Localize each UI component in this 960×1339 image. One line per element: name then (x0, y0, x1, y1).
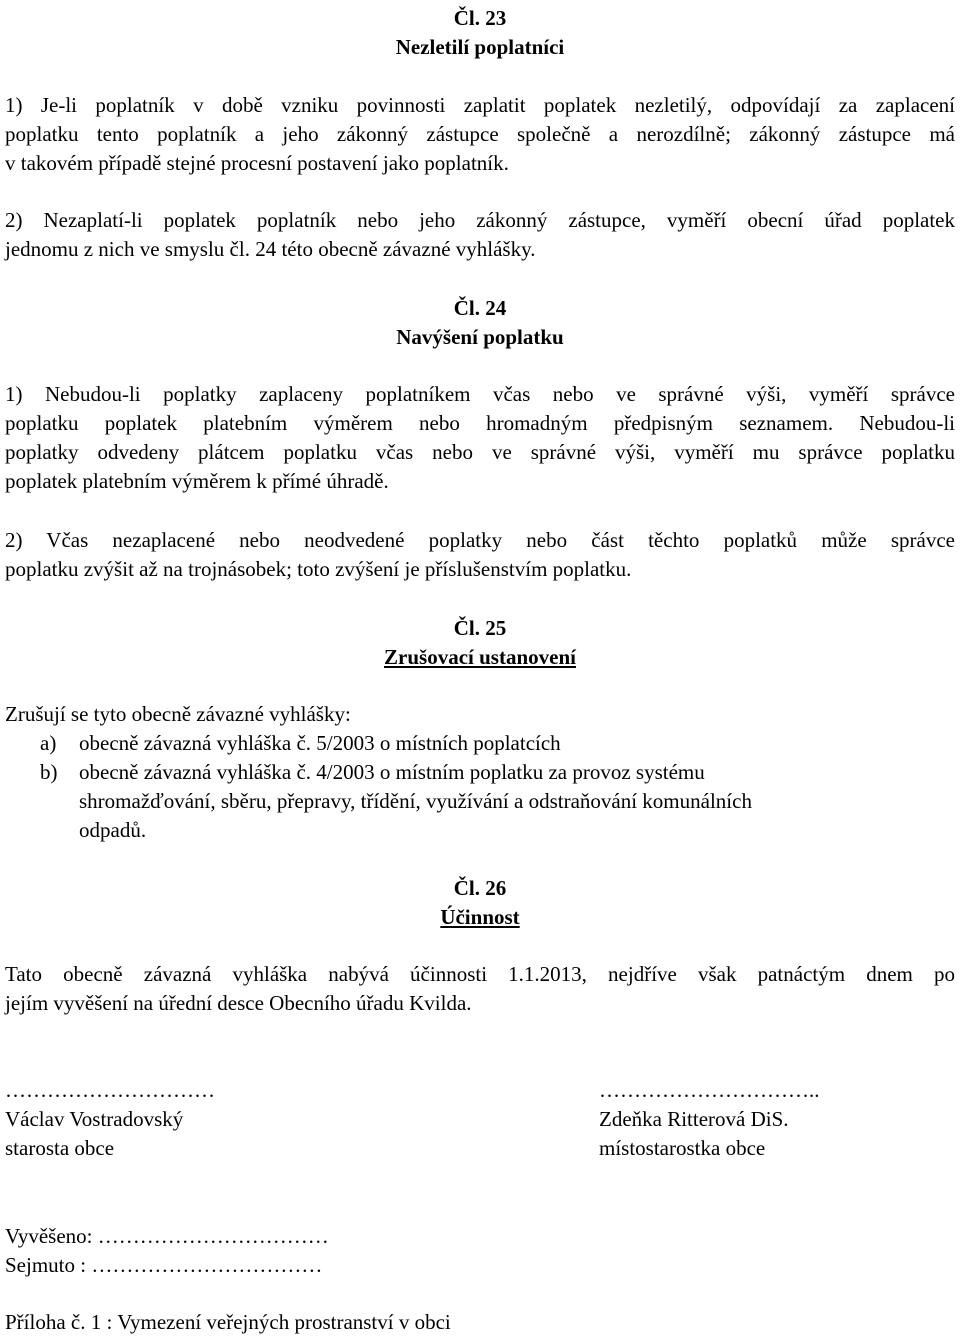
art24-p1-line-1: 1) Nebudou-li poplatky zaplaceny poplatníkem včas nebo ve správné výši, vyměří správce (5, 382, 955, 406)
list-item-b-line-1: obecně závazná vyhláška č. 4/2003 o místním poplatku za provoz systému (79, 760, 705, 784)
list-item-b-line-3: odpadů. (79, 818, 147, 842)
list-item-b-line-2: shromažďování, sběru, přepravy, třídění, využívání a odstraňování komunálních (79, 789, 752, 813)
list-item-a-text: obecně závazná vyhláška č. 5/2003 o místních poplatcích (79, 731, 561, 755)
article-24-title: Navýšení poplatku (396, 325, 564, 349)
posted-date-field: Vyvěšeno: …………………………… (5, 1224, 329, 1248)
article-24-heading: Čl. 24 (453, 296, 507, 320)
art24-p1-line-2: poplatku poplatek platebním výměrem nebo hromadným předpisným seznamem. Nebudou-li (5, 411, 955, 435)
art26-p1-line-2: jejím vyvěšení na úřední desce Obecního úřadu Kvilda. (5, 991, 472, 1015)
signatory-name-left: Václav Vostradovský (5, 1107, 184, 1131)
list-item-b-marker: b) (40, 760, 58, 784)
art24-p2-line-2: poplatku zvýšit až na trojnásobek; toto zvýšení je příslušenstvím poplatku. (5, 557, 632, 581)
article-23-heading: Čl. 23 (453, 6, 507, 30)
signatory-name-right: Zdeňka Ritterová DiS. (599, 1107, 789, 1131)
art24-p1-line-4: poplatek platebním výměrem k přímé úhradě. (5, 469, 389, 493)
removed-date-field: Sejmuto : …………………………… (5, 1253, 323, 1277)
art23-p1-line-1: 1) Je-li poplatník v době vzniku povinnosti zaplatit poplatek nezletilý, odpovídají za zaplacení (5, 93, 955, 117)
art23-p1-line-3: v takovém případě stejné procesní postavení jako poplatník. (5, 151, 509, 175)
signatory-role-right: místostarostka obce (599, 1136, 766, 1160)
list-item-a-marker: a) (40, 731, 57, 755)
signatory-role-left: starosta obce (5, 1136, 115, 1160)
art23-p2-line-1: 2) Nezaplatí-li poplatek poplatník nebo jeho zákonný zástupce, vyměří obecní úřad poplatek (5, 208, 955, 232)
article-26-title: Účinnost (440, 905, 520, 929)
signature-line-right: ………………………….. (599, 1078, 820, 1102)
art23-p1-line-2: poplatku tento poplatník a jeho zákonný zástupce společně a nerozdílně; zákonný zástupce má (5, 122, 955, 146)
repeal-intro: Zrušují se tyto obecně závazné vyhlášky: (5, 702, 351, 726)
article-23-title: Nezletilí poplatníci (395, 35, 565, 59)
art26-p1-line-1: Tato obecně závazná vyhláška nabývá účinnosti 1.1.2013, nejdříve však patnáctým dnem po (5, 962, 955, 986)
signature-line-left: ………………………… (5, 1078, 215, 1102)
art24-p2-line-1: 2) Včas nezaplacené nebo neodvedené poplatky nebo část těchto poplatků může správce (5, 528, 955, 552)
art23-p2-line-2: jednomu z nich ve smyslu čl. 24 této obecně závazné vyhlášky. (5, 237, 536, 261)
article-25-heading: Čl. 25 (453, 616, 507, 640)
art24-p1-line-3: poplatky odvedeny plátcem poplatku včas nebo ve správné výši, vyměří mu správce poplatku (5, 440, 955, 464)
attachment-note: Příloha č. 1 : Vymezení veřejných prostranství v obci (5, 1310, 451, 1334)
article-26-heading: Čl. 26 (453, 876, 507, 900)
article-25-title: Zrušovací ustanovení (384, 645, 576, 669)
